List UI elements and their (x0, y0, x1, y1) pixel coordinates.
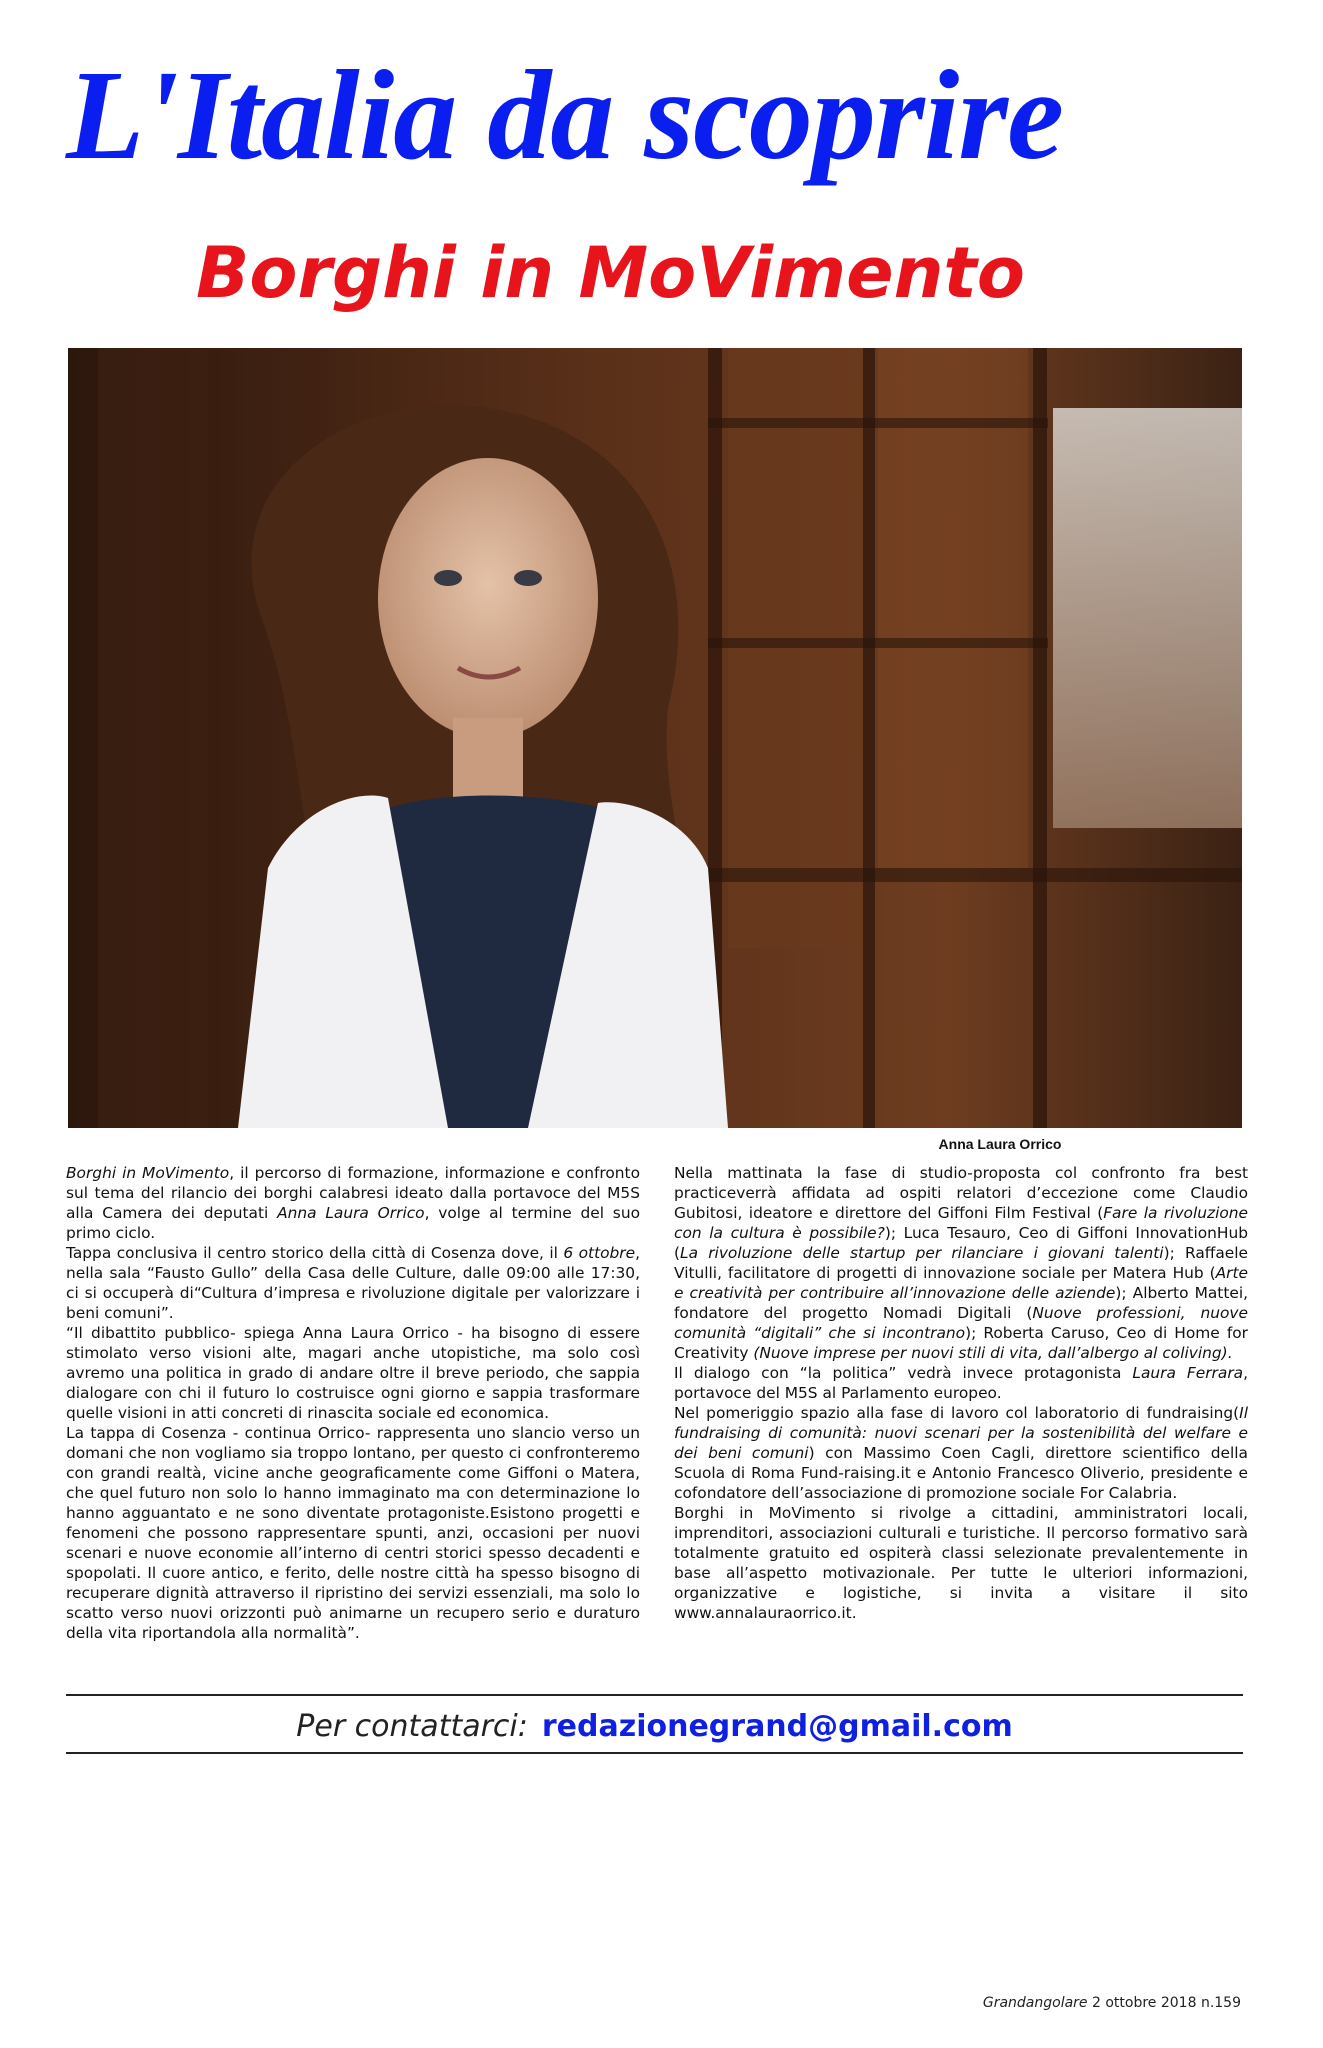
text-run: ); Luca Tesauro, Ceo di Giffoni InnovationHub ( (674, 1224, 1248, 1262)
bottom-divider (66, 1752, 1243, 1754)
italic-run: Borghi in MoVimento (66, 1164, 230, 1182)
contact-line (66, 1704, 1243, 1750)
text-run: ); Alberto Mattei, fondatore del progetto Nomadi Digitali ( (674, 1284, 1248, 1322)
article-headline: Borghi in MoVimento (196, 232, 1025, 314)
italic-run: Il fundraising di comunità: nuovi scenari per la sostenibilità del welfare e dei beni comuni (674, 1404, 1248, 1462)
text-run: ); Raffaele Vitulli, facilitatore di progetti di innovazione sociale per Matera Hub ( (674, 1244, 1249, 1282)
contact-label: Per contattarci: (296, 1709, 528, 1744)
article-paragraph (674, 1403, 1248, 1503)
italic-run: La rivoluzione delle startup per rilanciare i giovani talenti (680, 1244, 1164, 1262)
text-run: ); Roberta Caruso, Ceo di Home for Creativity (674, 1324, 1248, 1362)
article-paragraph (66, 1423, 640, 1643)
article-paragraph (66, 1323, 640, 1423)
text-run: Borghi in MoVimento si rivolge a cittadini, amministratori locali, imprenditori, associazioni culturali e turistiche. Il percorso formativo sarà totalmente gratuito ed ospiterà classi selezionate prevalentemente in base all’aspetto motivazionale. Per tutte le ulteriori informazioni, organizzative e logistiche, si invita a visitare il sito www.annalauraorrico.it. (674, 1504, 1248, 1622)
article-column-left (66, 1163, 640, 1643)
italic-run: Arte e creatività per contribuire all’innovazione delle aziende (674, 1264, 1248, 1302)
text-run: , volge al termine del suo primo ciclo. (66, 1204, 640, 1242)
italic-run: 6 ottobre (563, 1244, 636, 1262)
contact-email-link[interactable]: redazionegrand@gmail.com (541, 1709, 1013, 1744)
text-run: Tappa conclusiva il centro storico della città di Cosenza dove, il (66, 1244, 564, 1262)
article-column-right (674, 1163, 1248, 1623)
footer-publication: Grandangolare (982, 1995, 1088, 2011)
text-run: , portavoce del M5S al Parlamento europeo. (674, 1364, 1248, 1402)
article-paragraph (674, 1363, 1248, 1403)
footer-issue: 2 ottobre 2018 n.159 (1092, 1995, 1241, 2011)
article-paragraph (674, 1163, 1248, 1363)
text-run: , il percorso di formazione, informazione e confronto sul tema del rilancio dei borghi calabresi ideato dalla portavoce del M5S alla Camera dei deputati (66, 1164, 640, 1222)
italic-run: (Nuove imprese per nuovi stili di vita, dall’albergo al coliving). (753, 1344, 1233, 1362)
italic-run: Anna Laura Orrico (277, 1204, 425, 1222)
portrait-photo (68, 348, 1242, 1128)
text-run: La tappa di Cosenza - continua Orrico- rappresenta uno slancio verso un domani che non vogliamo sia troppo lontano, per questo ci confronteremo con grandi realtà, vicine anche geograficamente come Giffoni o Matera, che quel futuro non solo lo hanno immaginato ma con determinazione lo hanno agguantato e ne sono diventate protagoniste.Esistono progetti e fenomeni che possono rappresentare spunti, anzi, occasioni per nuovi scenari e nuove economie all’interno di centri storici spesso decadenti e spopolati. Il cuore antico, e ferito, delle nostre città ha spesso bisogno di recuperare dignità attraverso il ripristino dei servizi essenziali, ma solo lo scatto verso nuovi orizzonti può animarne un recupero serio e duraturo della vita riportandola alla normalità”. (66, 1424, 640, 1642)
text-run: Il dialogo con “la politica” vedrà invece protagonista (674, 1364, 1133, 1382)
italic-run: Laura Ferrara (1132, 1364, 1244, 1382)
italic-run: Fare la rivoluzione con la cultura è possibile? (674, 1204, 1248, 1242)
photo-caption: Anna Laura Orrico (938, 1136, 1062, 1152)
page-footer (900, 1992, 1241, 2014)
masthead-title: L'Italia da scoprire (66, 44, 1063, 186)
text-run: “Il dibattito pubblico- spiega Anna Laura Orrico - ha bisogno di essere stimolato verso visioni alte, magari anche utopistiche, ma solo così avremo una politica in grado di andare oltre il breve periodo, che sappia dialogare con chi il futuro lo costruisce ogni giorno e sappia trasformare quelle visioni in atti concreti di rinascita sociale ed economica. (66, 1324, 640, 1422)
text-run: ) con Massimo Coen Cagli, direttore scientifico della Scuola di Roma Fund-raising.it e Antonio Francesco Oliverio, presidente e cofondatore dell’associazione di promozione sociale For Calabria. (674, 1444, 1248, 1502)
text-run: Nel pomeriggio spazio alla fase di lavoro col laboratorio di fundraising( (674, 1404, 1240, 1422)
text-run: Nella mattinata la fase di studio-proposta col confronto fra best practiceverrà affidata ad ospiti relatori d’eccezione come Claudio Gubitosi, ideatore e direttore del Giffoni Film Festival ( (674, 1164, 1248, 1222)
article-paragraph (66, 1243, 640, 1323)
portrait-illustration (68, 348, 1242, 1128)
article-paragraph (66, 1163, 640, 1243)
article-paragraph (674, 1503, 1248, 1623)
top-divider (66, 1694, 1243, 1696)
italic-run: Nuove professioni, nuove comunità “digitali” che si incontrano (674, 1304, 1248, 1342)
text-run: , nella sala “Fausto Gullo” della Casa delle Culture, dalle 09:00 alle 17:30, ci si occuperà di“Cultura d’impresa e rivoluzione digitale per valorizzare i beni comuni”. (66, 1244, 641, 1322)
